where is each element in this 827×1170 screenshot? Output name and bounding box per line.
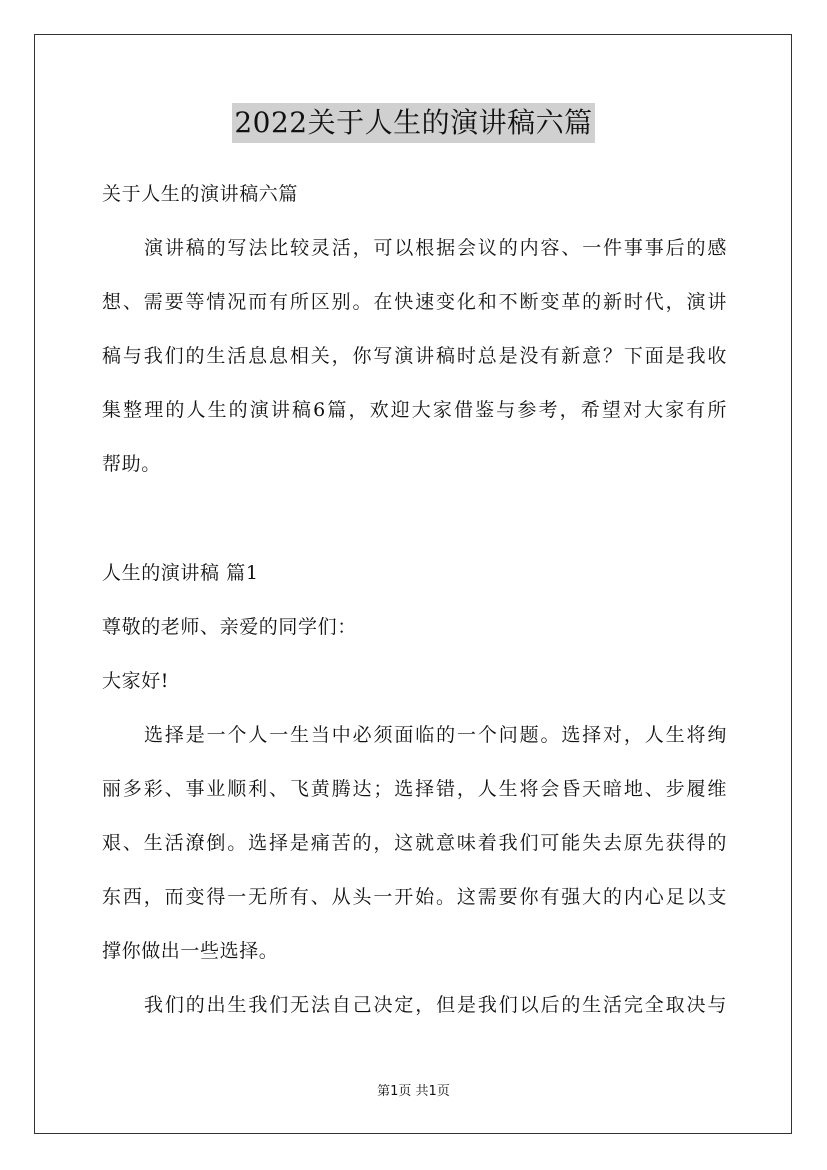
paragraph-line: 选择是一个人一生当中必须面临的一个问题。选择对，人生将绚 — [144, 724, 727, 746]
document-subtitle: 关于人生的演讲稿六篇 — [102, 183, 299, 205]
salutation: 尊敬的老师、亲爱的同学们： — [102, 616, 357, 638]
page-footer: 第1页 共1页 — [377, 1084, 450, 1099]
document-title: 2022关于人生的演讲稿六篇 — [232, 103, 594, 143]
section-heading: 人生的演讲稿 篇1 — [102, 562, 259, 584]
intro-line: 想、需要等情况而有所区别。在快速变化和不断变革的新时代，演讲 — [102, 291, 727, 313]
intro-line: 帮助。 — [102, 453, 161, 475]
greeting: 大家好! — [102, 670, 170, 692]
document-title-wrapper — [0, 103, 827, 143]
paragraph-line: 撑你做出一些选择。 — [102, 940, 279, 962]
intro-line: 演讲稿的写法比较灵活，可以根据会议的内容、一件事事后的感 — [144, 237, 727, 259]
intro-line: 集整理的人生的演讲稿6篇，欢迎大家借鉴与参考，希望对大家有所 — [102, 399, 727, 421]
paragraph-line: 艰、生活潦倒。选择是痛苦的，这就意味着我们可能失去原先获得的 — [102, 832, 727, 854]
paragraph-line: 我们的出生我们无法自己决定，但是我们以后的生活完全取决与 — [144, 994, 727, 1016]
paragraph-line: 东西，而变得一无所有、从头一开始。这需要你有强大的内心足以支 — [102, 886, 727, 908]
paragraph-line: 丽多彩、事业顺利、飞黄腾达；选择错，人生将会昏天暗地、步履维 — [102, 778, 727, 800]
intro-line: 稿与我们的生活息息相关，你写演讲稿时总是没有新意？下面是我收 — [102, 345, 727, 367]
